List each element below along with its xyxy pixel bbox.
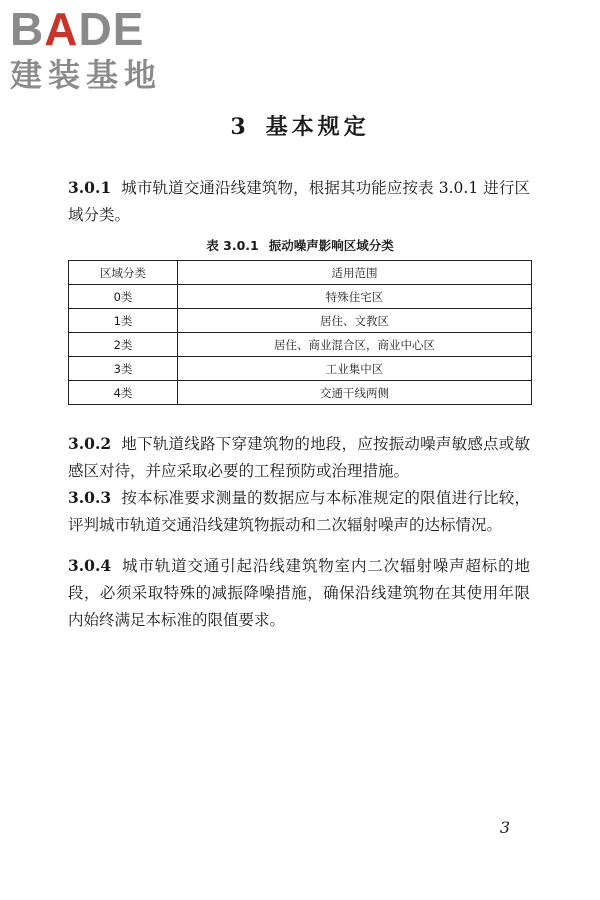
page-number: 3 [499,818,510,837]
zone-classification-table [68,260,532,405]
clause-text: 城市轨道交通沿线建筑物，根据其功能应按表 3.0.1 进行区域分类。 [68,179,530,224]
clause-text: 按本标准要求测量的数据应与本标准规定的限值进行比较，评判城市轨道交通沿线建筑物振动和二次辐射噪声的达标情况。 [68,489,530,534]
clause-number: 3.0.1 [68,178,112,197]
table-cell-scope: 特殊住宅区 [178,285,532,309]
table-row [69,309,532,333]
table-cell-category: 0类 [69,285,178,309]
table-row [69,333,532,357]
clause-number: 3.0.2 [68,434,112,453]
clause-number: 3.0.4 [68,556,112,575]
chapter-title-text: 基本规定 [265,114,370,140]
table-header-row [69,261,532,285]
table-cell-category: 3类 [69,357,178,381]
table-row [69,285,532,309]
table-header-cell: 区域分类 [69,261,178,285]
table-header-cell: 适用范围 [178,261,532,285]
watermark-latin-text: BADE [10,3,145,55]
watermark-logo [10,4,180,94]
chapter-title [0,110,600,141]
clause-3-0-4 [68,552,530,634]
clause-3-0-1 [68,174,530,229]
table-cell-scope: 居住、文教区 [178,309,532,333]
chapter-number: 3 [230,114,250,140]
table-title: 振动噪声影响区域分类 [268,238,394,253]
clause-3-0-2 [68,430,530,485]
clause-text: 地下轨道线路下穿建筑物的地段，应按振动噪声敏感点或敏感区对待，并应采取必要的工程预防或治理措施。 [68,435,530,480]
table-cell-category: 4类 [69,381,178,405]
table-cell-scope: 工业集中区 [178,357,532,381]
table-cell-scope: 居住、商业混合区，商业中心区 [178,333,532,357]
table-row [69,381,532,405]
clause-text: 城市轨道交通引起沿线建筑物室内二次辐射噪声超标的地段，必须采取特殊的减振降噪措施，确保沿线建筑物在其使用年限内始终满足本标准的限值要求。 [68,557,530,629]
table-cell-category: 2类 [69,333,178,357]
clause-3-0-3 [68,484,530,539]
table-caption [0,236,600,254]
watermark-accent-letter: A [44,3,79,55]
table-cell-scope: 交通干线两侧 [178,381,532,405]
table-cell-category: 1类 [69,309,178,333]
clause-number: 3.0.3 [68,488,112,507]
watermark-cjk-text: 建装基地 [10,56,163,94]
table-row [69,357,532,381]
table-number: 表 3.0.1 [206,238,259,253]
